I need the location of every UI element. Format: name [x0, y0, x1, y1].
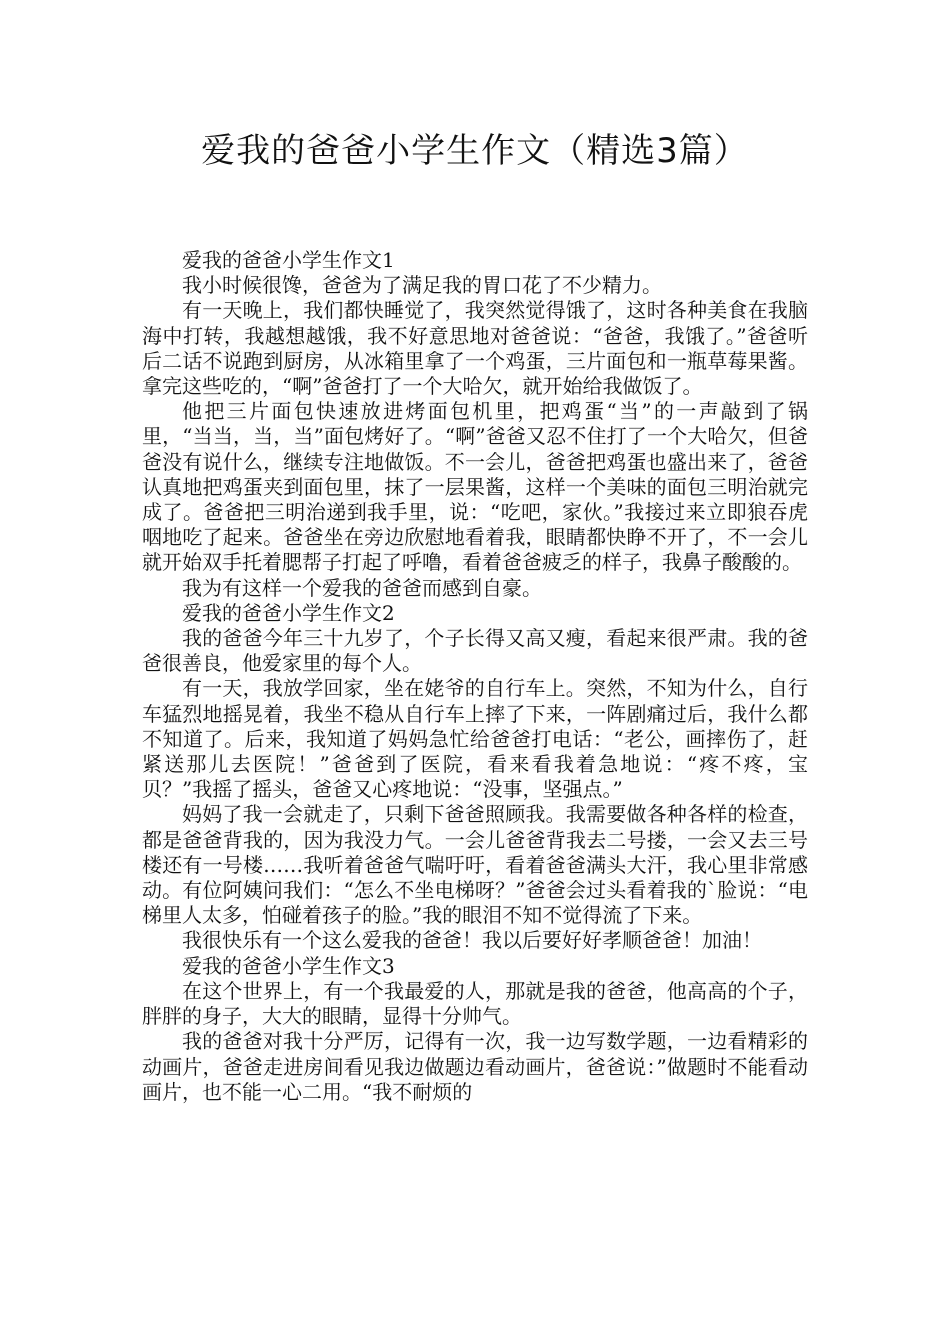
document-body [142, 248, 808, 1105]
document-title: 爱我的爸爸小学生作文（精选3篇） [201, 131, 749, 171]
paragraph: 在这个世界上，有一个我最爱的人，那就是我的爸爸，他高高的个子，胖胖的身子，大大的眼睛，显得十分帅气。 [142, 978, 808, 1029]
paragraph: 我的爸爸对我十分严厉，记得有一次，我一边写数学题，一边看精彩的动画片，爸爸走进房间看见我边做题边看动画片，爸爸说：”做题时不能看动画片，也不能一心二用。“我不耐烦的 [142, 1029, 808, 1104]
paragraph: 他把三片面包快速放进烤面包机里，把鸡蛋“当”的一声敲到了锅里，“当当，当，当”面包烤好了。“啊”爸爸又忍不住打了一个大哈欠，但爸爸没有说什么，继续专注地做饭。不一会儿，爸爸把鸡蛋也盛出来了，爸爸认真地把鸡蛋夹到面包里，抹了一层果酱，这样一个美味的面包三明治就完成了。爸爸把三明治递到我手里，说：“吃吧，家伙。”我接过来立即狼吞虎咽地吃了起来。爸爸坐在旁边欣慰地看着我，眼睛都快睁不开了，不一会儿就开始双手托着腮帮子打起了呼噜，看着爸爸疲乏的样子，我鼻子酸酸的。 [142, 399, 808, 575]
paragraph: 妈妈了我一会就走了，只剩下爸爸照顾我。我需要做各种各样的检查，都是爸爸背我的，因为我没力气。一会儿爸爸背我去二号搂，一会又去三号楼还有一号楼……我听着爸爸气喘吁吁，看着爸爸满头大汗，我心里非常感动。有位阿姨问我们：“怎么不坐电梯呀？”爸爸会过头看着我的`脸说：“电梯里人太多，怕碰着孩子的脸。”我的眼泪不知不觉得流了下来。 [142, 802, 808, 928]
section-heading-2: 爱我的爸爸小学生作文2 [182, 600, 395, 625]
paragraph: 我为有这样一个爱我的爸爸而感到自豪。 [182, 575, 542, 600]
section-heading-3: 爱我的爸爸小学生作文3 [182, 953, 395, 978]
paragraph: 有一天，我放学回家，坐在姥爷的自行车上。突然，不知为什么，自行车猛烈地摇晃着，我坐不稳从自行车上摔了下来，一阵剧痛过后，我什么都不知道了。后来，我知道了妈妈急忙给爸爸打电话：“老公，画摔伤了，赶紧送那儿去医院！”爸爸到了医院，看来看我着急地说：“疼不疼，宝贝？”我摇了摇头，爸爸又心疼地说：“没事，坚强点。” [142, 676, 808, 802]
paragraph: 有一天晚上，我们都快睡觉了，我突然觉得饿了，这时各种美食在我脑海中打转，我越想越饿，我不好意思地对爸爸说：“爸爸，我饿了。”爸爸听后二话不说跑到厨房，从冰箱里拿了一个鸡蛋，三片面包和一瓶草莓果酱。拿完这些吃的，“啊”爸爸打了一个大哈欠，就开始给我做饭了。 [142, 298, 808, 399]
paragraph: 我小时候很馋，爸爸为了满足我的胃口花了不少精力。 [182, 273, 662, 298]
paragraph: 我的爸爸今年三十九岁了，个子长得又高又瘦，看起来很严肃。我的爸爸很善良，他爱家里的每个人。 [142, 626, 808, 676]
section-heading-1: 爱我的爸爸小学生作文1 [182, 248, 395, 272]
paragraph: 我很快乐有一个这么爱我的爸爸！我以后要好好孝顺爸爸！加油！ [182, 928, 762, 953]
